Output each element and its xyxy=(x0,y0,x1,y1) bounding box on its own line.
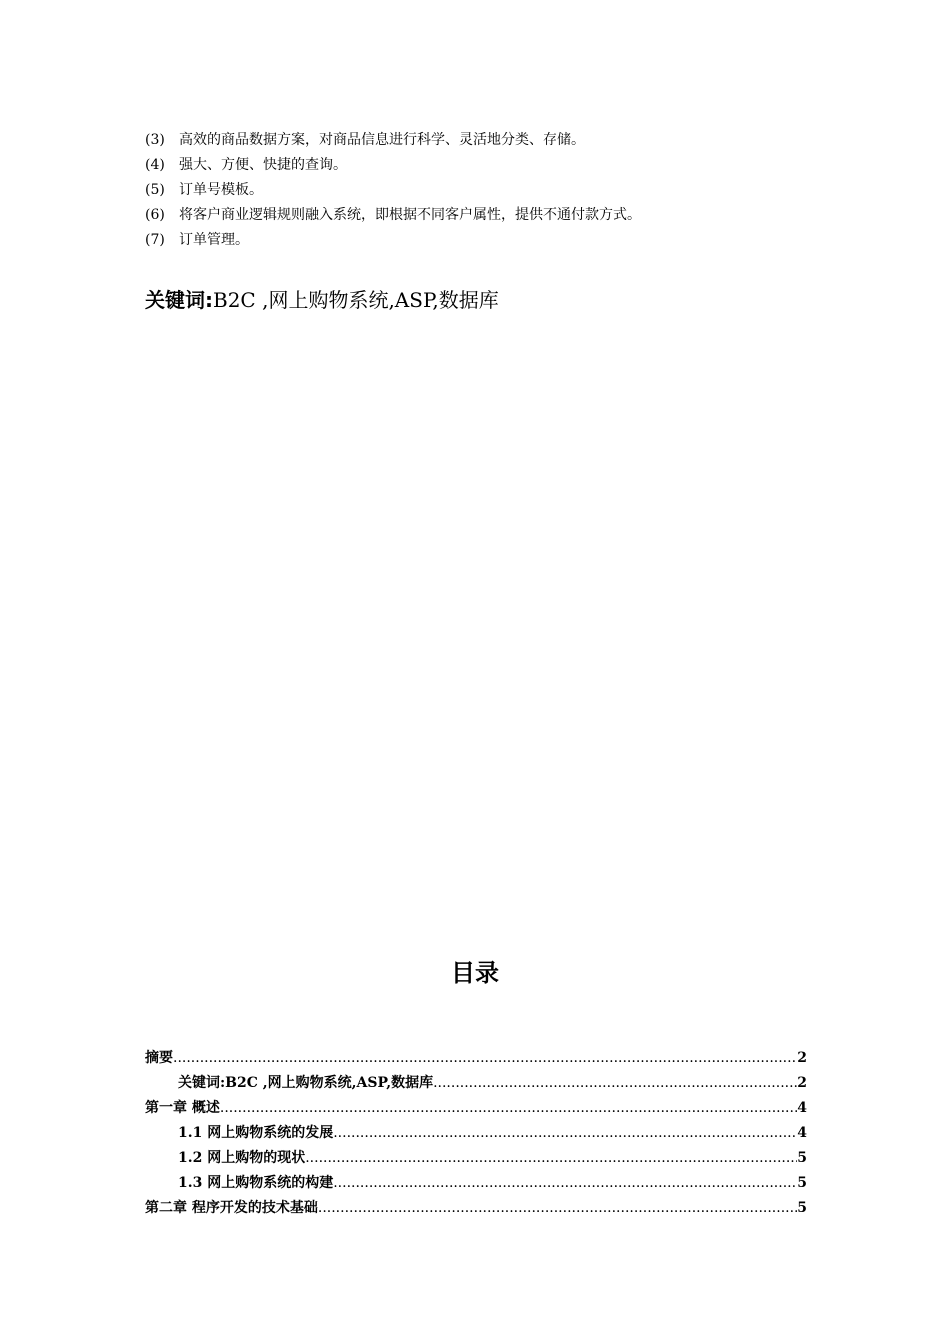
list-item-text: 订单管理。 xyxy=(179,232,249,248)
keywords-value: B2C ,网上购物系统,ASP,数据库 xyxy=(213,288,499,312)
toc-entry[interactable] xyxy=(145,1096,807,1121)
list-item-text: 订单号模板。 xyxy=(179,182,263,198)
list-item-number: (6) xyxy=(145,207,165,223)
toc-page-number: 4 xyxy=(797,1100,807,1116)
list-item xyxy=(145,153,825,178)
toc-leader-dots xyxy=(318,1196,797,1221)
toc-entry-text: 1.2 网上购物的现状 xyxy=(178,1150,306,1166)
list-item-number: (3) xyxy=(145,132,165,148)
toc-page-number: 2 xyxy=(797,1050,807,1066)
toc-leader-dots xyxy=(173,1046,797,1071)
toc-page-number: 5 xyxy=(797,1150,807,1166)
toc-entry-text: 摘要 xyxy=(145,1050,173,1066)
list-item xyxy=(145,228,825,253)
list-item-number: (7) xyxy=(145,232,165,248)
toc-leader-dots xyxy=(333,1171,797,1196)
toc-entry[interactable] xyxy=(145,1046,807,1071)
toc-entry[interactable] xyxy=(145,1196,807,1221)
list-item-text: 强大、方便、快捷的查询。 xyxy=(179,157,347,173)
toc-leader-dots xyxy=(220,1096,797,1121)
list-item-text: 高效的商品数据方案，对商品信息进行科学、灵活地分类、存储。 xyxy=(179,132,585,148)
toc-entry[interactable] xyxy=(145,1071,807,1096)
keywords-label: 关键词: xyxy=(145,288,213,312)
list-item xyxy=(145,178,825,203)
toc-entry[interactable] xyxy=(145,1146,807,1171)
toc-entry-text: 第一章 概述 xyxy=(145,1100,220,1116)
list-item xyxy=(145,128,825,153)
list-item xyxy=(145,203,825,228)
toc-entry-text: 1.1 网上购物系统的发展 xyxy=(178,1125,334,1141)
list-item-number: (4) xyxy=(145,157,165,173)
table-of-contents xyxy=(145,1046,807,1221)
keywords-line xyxy=(145,285,499,315)
toc-leader-dots xyxy=(333,1121,797,1146)
toc-page-number: 4 xyxy=(797,1125,807,1141)
toc-entry-text: 关键词:B2C ,网上购物系统,ASP,数据库 xyxy=(178,1075,434,1091)
toc-page-number: 5 xyxy=(797,1175,807,1191)
list-item-number: (5) xyxy=(145,182,165,198)
toc-page-number: 5 xyxy=(797,1200,807,1216)
toc-entry-text: 第二章 程序开发的技术基础 xyxy=(145,1200,318,1216)
toc-title: 目录 xyxy=(451,959,499,987)
list-item-text: 将客户商业逻辑规则融入系统，即根据不同客户属性，提供不通付款方式。 xyxy=(179,207,641,223)
toc-entry-text: 1.3 网上购物系统的构建 xyxy=(178,1175,334,1191)
feature-list xyxy=(145,128,825,253)
toc-leader-dots xyxy=(433,1071,797,1096)
toc-leader-dots xyxy=(305,1146,797,1171)
toc-page-number: 2 xyxy=(797,1075,807,1091)
toc-entry[interactable] xyxy=(145,1121,807,1146)
toc-entry[interactable] xyxy=(145,1171,807,1196)
